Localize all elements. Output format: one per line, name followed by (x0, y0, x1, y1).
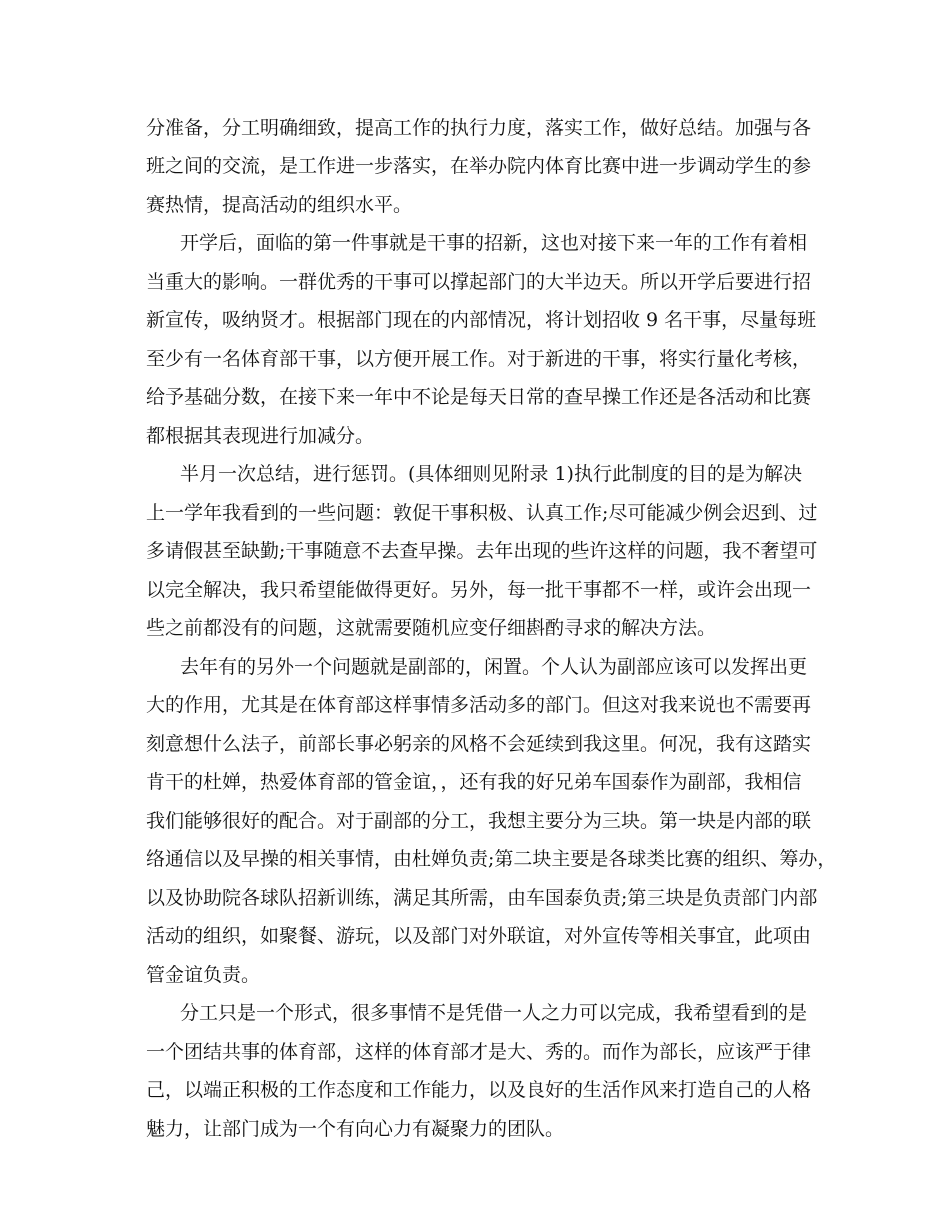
text-line: 一个团结共事的体育部，这样的体育部才是大、秀的。而作为部长，应该严于律 (146, 1041, 812, 1063)
text-line: 活动的组织，如聚餐、游玩，以及部门对外联谊，对外宣传等相关事宜，此项由 (146, 925, 812, 947)
text-line: 络通信以及早操的相关事情，由杜婵负责;第二块主要是各球类比赛的组织、筹办， (146, 848, 837, 870)
paragraph-start-line: 去年有的另外一个问题就是副部的，闲置。个人认为副部应该可以发挥出更 (180, 656, 808, 678)
text-line: 新宣传，吸纳贤才。根据部门现在的内部情况，将计划招收 9 名干事，尽量每班 (146, 309, 817, 331)
text-line: 大的作用，尤其是在体育部这样事情多活动多的部门。但这对我来说也不需要再 (146, 694, 812, 716)
text-line: 赛热情，提高活动的组织水平。 (146, 194, 413, 216)
text-line: 班之间的交流，是工作进一步落实，在举办院内体育比赛中进一步调动学生的参 (146, 155, 812, 177)
paragraph-start-line: 分工只是一个形式，很多事情不是凭借一人之力可以完成，我希望看到的是 (180, 1002, 808, 1024)
paragraph-start-line: 开学后，面临的第一件事就是干事的招新，这也对接下来一年的工作有着相 (180, 232, 808, 254)
text-line: 都根据其表现进行加减分。 (146, 425, 375, 447)
text-line: 管金谊负责。 (146, 964, 261, 986)
text-line: 以及协助院各球队招新训练，满足其所需，由车国泰负责;第三块是负责部门内部 (146, 887, 818, 909)
text-line: 多请假甚至缺勤;干事随意不去查早操。去年出现的些许这样的问题，我不奢望可 (146, 540, 818, 562)
text-line: 上一学年我看到的一些问题：敦促干事积极、认真工作;尽可能减少例会迟到、过 (146, 502, 818, 524)
text-line: 以完全解决，我只希望能做得更好。另外，每一批干事都不一样，或许会出现一 (146, 579, 812, 601)
text-line: 肯干的杜婵，热爱体育部的管金谊，，还有我的好兄弟车国泰作为副部，我相信 (146, 771, 802, 793)
text-line: 至少有一名体育部干事，以方便开展工作。对于新进的干事，将实行量化考核， (146, 348, 812, 370)
text-line: 给予基础分数，在接下来一年中不论是每天日常的查早操工作还是各活动和比赛 (146, 386, 812, 408)
text-line: 己，以端正积极的工作态度和工作能力，以及良好的生活作风来打造自己的人格 (146, 1079, 812, 1101)
text-line: 当重大的影响。一群优秀的干事可以撑起部门的大半边天。所以开学后要进行招 (146, 271, 812, 293)
text-line: 些之前都没有的问题，这就需要随机应变仔细斟酌寻求的解决方法。 (146, 617, 717, 639)
text-line: 刻意想什么法子，前部长事必躬亲的风格不会延续到我这里。何况，我有这踏实 (146, 733, 812, 755)
text-line: 魅力，让部门成为一个有向心力有凝聚力的团队。 (146, 1118, 565, 1140)
paragraph-start-line: 半月一次总结，进行惩罚。(具体细则见附录 1)执行此制度的目的是为解决 (180, 463, 802, 485)
text-line: 分准备，分工明确细致，提高工作的执行力度，落实工作，做好总结。加强与各 (146, 117, 812, 139)
text-line: 我们能够很好的配合。对于副部的分工，我想主要分为三块。第一块是内部的联 (146, 810, 812, 832)
